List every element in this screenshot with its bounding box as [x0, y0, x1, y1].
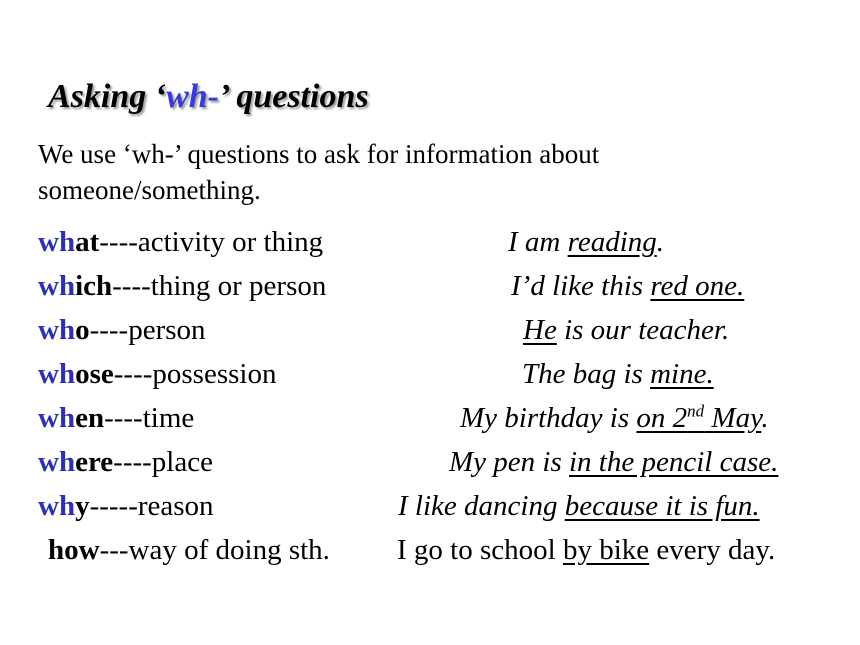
example-text: I’d like this — [511, 270, 651, 302]
example-text: My pen is — [449, 446, 569, 478]
wh-letters: wh — [38, 358, 76, 390]
meaning: ----person — [89, 314, 206, 346]
example-text: I am — [508, 226, 568, 258]
example-underlined: by bike — [562, 534, 650, 566]
question-row-how — [48, 534, 848, 574]
intro-line-2: someone/something. — [38, 175, 261, 205]
word-rest: ere — [75, 446, 114, 478]
question-row-where — [38, 446, 838, 486]
intro-line-1: We use ‘wh-’ questions to ask for information about — [38, 139, 600, 169]
example-sentence — [523, 314, 729, 347]
question-word-when — [38, 402, 194, 435]
example-underlined: mine. — [650, 358, 714, 390]
wh-letters: wh — [38, 226, 76, 258]
meaning: ----time — [104, 402, 195, 434]
word-rest: how — [48, 534, 100, 566]
question-word-where — [38, 446, 213, 479]
example-underlined: in the pencil case. — [569, 446, 779, 478]
example-text: The bag is — [522, 358, 651, 390]
question-word-why — [38, 490, 214, 523]
example-text: My birthday is — [460, 402, 637, 434]
meaning: -----reason — [89, 490, 214, 522]
question-word-who — [38, 314, 206, 347]
example-underlined: He — [523, 314, 557, 346]
question-word-whose — [38, 358, 276, 391]
example-sentence — [398, 490, 760, 523]
example-sentence — [508, 226, 664, 259]
question-word-how — [48, 534, 330, 567]
meaning: ----thing or person — [112, 270, 327, 302]
wh-letters: wh — [38, 402, 76, 434]
question-row-why — [38, 490, 838, 530]
wh-letters: wh — [38, 446, 76, 478]
example-text: I like dancing — [398, 490, 565, 522]
word-rest: o — [75, 314, 90, 346]
example-sentence — [397, 534, 775, 567]
question-word-what — [38, 226, 323, 259]
meaning: ----activity or thing — [99, 226, 324, 258]
question-row-when — [38, 402, 838, 442]
example-underlined: reading — [567, 226, 657, 258]
intro-text — [38, 136, 738, 208]
example-underlined: red one. — [650, 270, 745, 302]
ordinal-suffix: nd — [687, 401, 705, 421]
word-rest: en — [75, 402, 105, 434]
example-text-end: every day. — [649, 534, 776, 566]
question-row-which — [38, 270, 838, 310]
wh-letters: wh — [38, 490, 76, 522]
title-wh: wh- — [166, 78, 220, 115]
word-rest: at — [75, 226, 100, 258]
example-underlined — [636, 402, 761, 434]
meaning: ----possession — [113, 358, 277, 390]
word-rest: y — [75, 490, 90, 522]
meaning: ----place — [113, 446, 213, 478]
slide-title — [48, 78, 369, 116]
example-text: I go to school — [397, 534, 563, 566]
wh-letters: wh — [38, 314, 76, 346]
example-text-end: . — [656, 226, 664, 258]
example-underlined-month: May — [704, 402, 762, 434]
word-rest: ich — [75, 270, 113, 302]
example-sentence — [522, 358, 714, 391]
wh-letters: wh — [38, 270, 76, 302]
example-sentence — [511, 270, 744, 303]
example-underlined: because it is fun. — [564, 490, 760, 522]
question-row-whose — [38, 358, 838, 398]
example-text-end: is our teacher. — [556, 314, 730, 346]
question-row-who — [38, 314, 838, 354]
word-rest: ose — [75, 358, 114, 390]
question-word-which — [38, 270, 326, 303]
example-underlined-part: on 2 — [636, 402, 688, 434]
example-sentence — [460, 402, 769, 435]
example-sentence — [449, 446, 778, 479]
meaning: ---way of doing sth. — [99, 534, 330, 566]
title-prefix: Asking ‘ — [48, 78, 167, 115]
title-suffix: ’ questions — [219, 78, 369, 115]
question-row-what — [38, 226, 838, 266]
example-text-end: . — [761, 402, 769, 434]
